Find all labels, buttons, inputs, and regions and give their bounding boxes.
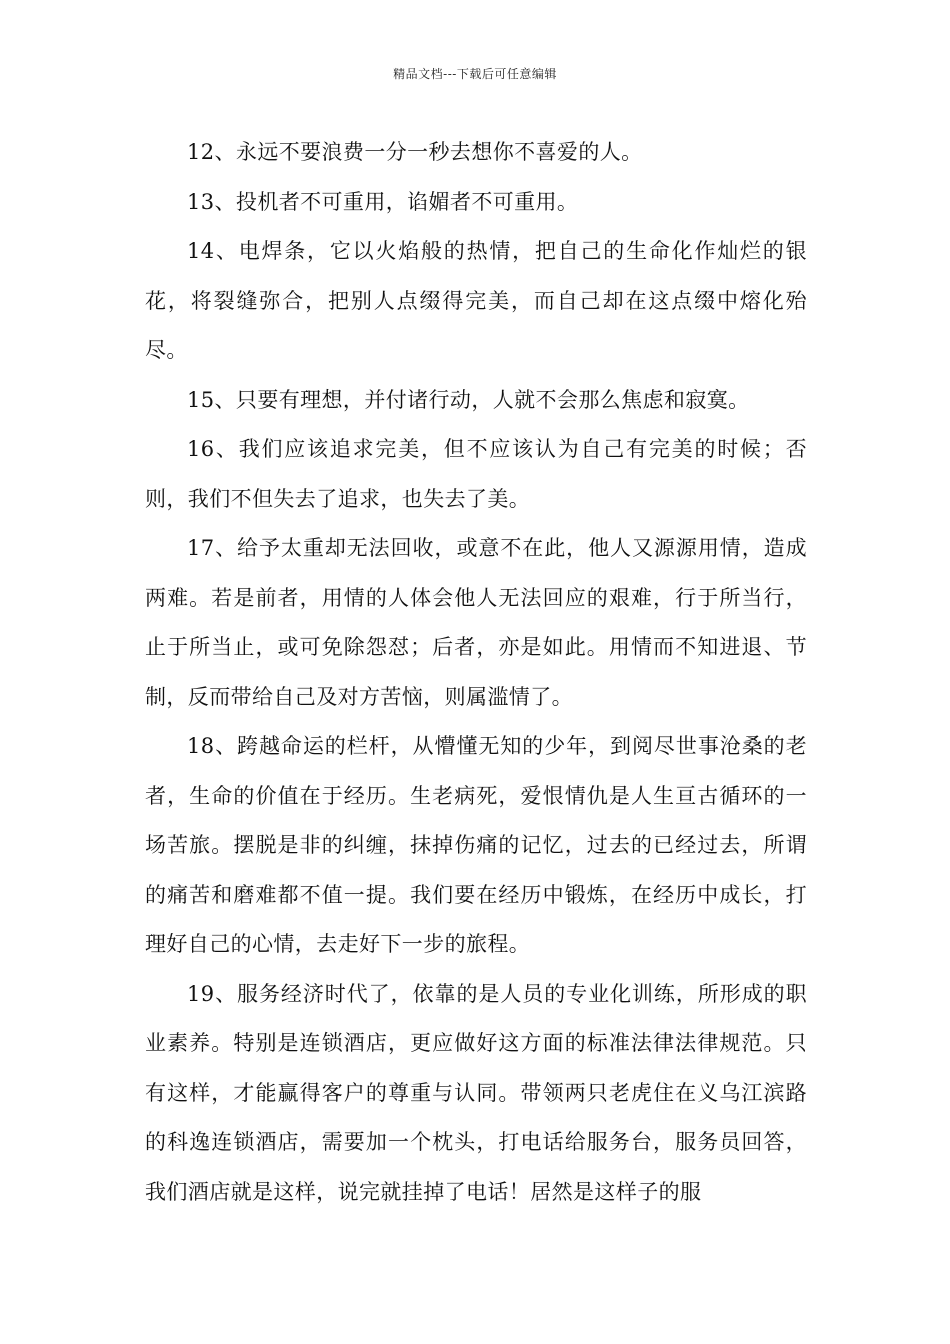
paragraph-15: 15、只要有理想，并付诸行动，人就不会那么焦虑和寂寞。	[187, 387, 750, 412]
paragraph-14: 14、电焊条，它以火焰般的热情，把自己的生命化作灿烂的银花，将裂缝弥合，把别人点缀得完美，而自己却在这点缀中熔化殆尽。	[145, 239, 807, 362]
paragraph-13: 13、投机者不可重用，谄媚者不可重用。	[187, 189, 579, 214]
paragraph-17: 17、给予太重却无法回收，或意不在此，他人又源源用情，造成两难。若是前者，用情的人体会他人无法回应的艰难，行于所当行，止于所当止，或可免除怨怼；后者，亦是如此。用情而不知进退、节制，反而带给自己及对方苦恼，则属滥情了。	[145, 536, 807, 709]
document-body	[145, 128, 807, 1217]
paragraph-16: 16、我们应该追求完美，但不应该认为自己有完美的时候；否则，我们不但失去了追求，也失去了美。	[145, 437, 807, 511]
paragraph-19: 19、服务经济时代了，依靠的是人员的专业化训练，所形成的职业素养。特别是连锁酒店，更应做好这方面的标准法律法律规范。只有这样，才能赢得客户的尊重与认同。带领两只老虎住在义乌江滨路的科逸连锁酒店，需要加一个枕头，打电话给服务台，服务员回答，我们酒店就是这样，说完就挂掉了电话！居然是这样子的服	[145, 981, 807, 1204]
page-header: 精品文档---下载后可任意编辑	[393, 67, 557, 81]
paragraph-18: 18、跨越命运的栏杆，从懵懂无知的少年，到阅尽世事沧桑的老者，生命的价值在于经历。生老病死，爱恨情仇是人生亘古循环的一场苦旅。摆脱是非的纠缠，抹掉伤痛的记忆，过去的已经过去，所谓的痛苦和磨难都不值一提。我们要在经历中锻炼，在经历中成长，打理好自己的心情，去走好下一步的旅程。	[145, 734, 807, 956]
paragraph-12: 12、永远不要浪费一分一秒去想你不喜爱的人。	[187, 140, 643, 164]
